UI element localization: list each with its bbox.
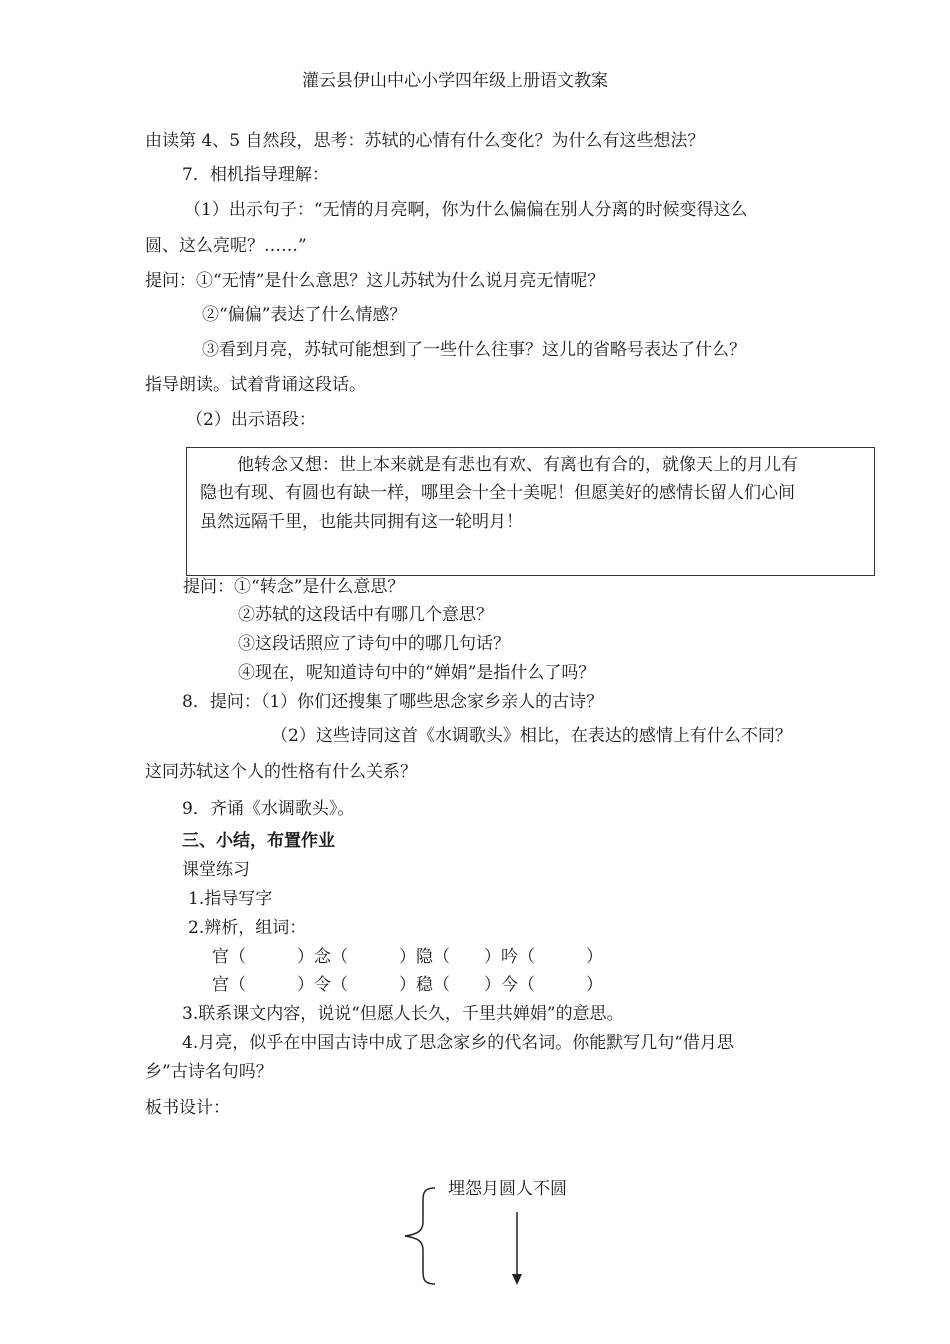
section-heading: 三、小结，布置作业 <box>182 831 335 851</box>
quoted-passage-box <box>186 447 875 576</box>
text-line: 4.月亮，似乎在中国古诗中成了思念家乡的代名词。你能默写几句“借月思 <box>182 1033 734 1053</box>
text-line: 提问：①“转念”是什么意思？ <box>183 577 405 597</box>
exercise-row: 官（ ）念（ ）隐（ ）吟（ ） <box>212 947 603 967</box>
text-line: ③看到月亮，苏轼可能想到了一些什么往事？这儿的省略号表达了什么？ <box>202 340 746 360</box>
text-line: 提问：①“无情”是什么意思？这儿苏轼为什么说月亮无情呢？ <box>145 271 605 291</box>
board-design-diagram <box>395 1170 595 1300</box>
text-line: 板书设计： <box>145 1098 230 1118</box>
passage-line: 隐也有现、有圆也有缺一样，哪里会十全十美呢！但愿美好的感情长留人们心间 <box>200 483 795 503</box>
text-line: 圆、这么亮呢？……” <box>145 236 307 256</box>
left-brace <box>405 1188 435 1284</box>
text-line: 由读第 4、5 自然段，思考：苏轼的心情有什么变化？为什么有这些想法？ <box>145 131 705 151</box>
page-header: 灌云县伊山中心小学四年级上册语文教案 <box>302 71 608 91</box>
text-line: 这同苏轼这个人的性格有什么关系？ <box>145 762 417 782</box>
exercise-row: 宫（ ）令（ ）稳（ ）今（ ） <box>212 975 603 995</box>
text-line: ③这段话照应了诗句中的哪几句话？ <box>238 634 510 654</box>
text-line: ②“偏偏”表达了什么情感？ <box>202 305 407 325</box>
text-line: 乡”古诗名句吗？ <box>145 1062 273 1082</box>
text-line: 课堂练习 <box>182 860 250 880</box>
board-top-label: 埋怨月圆人不圆 <box>448 1179 567 1199</box>
text-line: 8．提问：（1）你们还搜集了哪些思念家乡亲人的古诗？ <box>182 692 604 712</box>
down-arrow-head <box>512 1274 522 1285</box>
text-line: 2.辨析，组词： <box>188 918 307 938</box>
text-line: 7．相机指导理解： <box>182 165 329 185</box>
text-line: 3.联系课文内容，说说“但愿人长久，千里共婵娟”的意思。 <box>182 1004 624 1024</box>
text-line: 1.指导写字 <box>188 889 273 909</box>
text-line: （2）出示语段： <box>186 410 316 430</box>
passage-line: 虽然远隔千里，也能共同拥有这一轮明月！ <box>200 512 523 532</box>
text-line: ②苏轼的这段话中有哪几个意思？ <box>238 605 493 625</box>
text-line: 9．齐诵《水调歌头》。 <box>182 799 355 819</box>
text-line: （1）出示句子：“无情的月亮啊，你为什么偏偏在别人分离的时候变得这么 <box>184 200 748 220</box>
passage-line: 他转念又想：世上本来就是有悲也有欢、有离也有合的，就像天上的月儿有 <box>237 455 798 475</box>
text-line: （2）这些诗同这首《水调歌头》相比，在表达的感情上有什么不同？ <box>271 726 792 746</box>
text-line: ④现在，呢知道诗句中的“婵娟”是指什么了吗？ <box>238 663 596 683</box>
text-line: 指导朗读。试着背诵这段话。 <box>145 375 366 395</box>
